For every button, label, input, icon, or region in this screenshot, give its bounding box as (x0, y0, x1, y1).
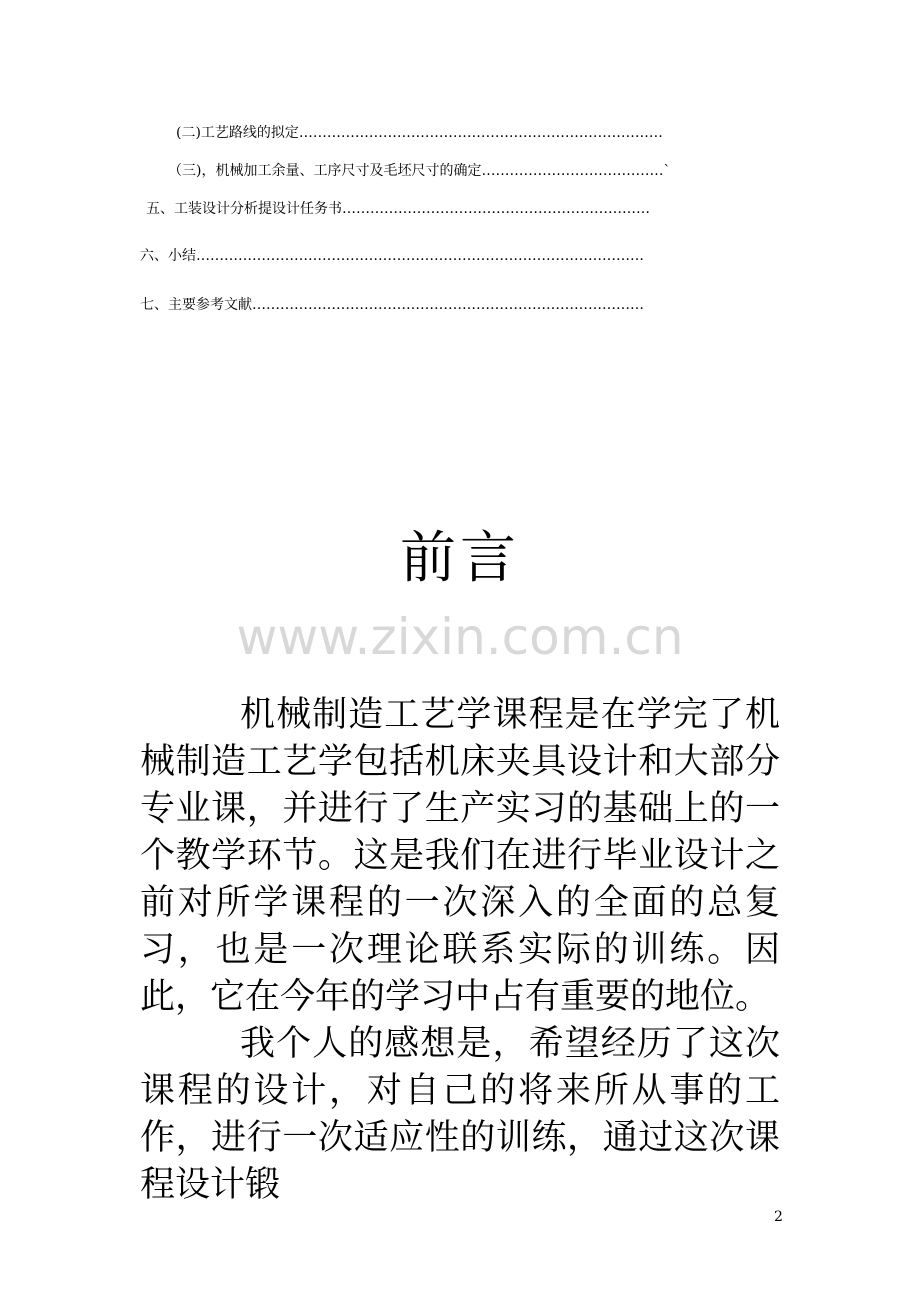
page-number: 2 (774, 1209, 783, 1225)
paragraph-2: 我个人的感想是，希望经历了这次课程的设计，对自己的将来所从事的工作，进行一次适应性的训练，通过这次课程设计锻 (140, 1024, 780, 1205)
toc-item-fixture-design: 五、工装设计分析提设计任务书………………………………………………………… (146, 201, 650, 217)
toc-item-references: 七、主要参考文献………………………………………………………………………… (140, 297, 644, 313)
toc-item-process-route: (二)工艺路线的拟定…………………………………………………………………… (176, 125, 663, 141)
paragraph-1: 机械制造工艺学课程是在学完了机械制造工艺学包括机床夹具设计和大部分专业课，并进行了生产实习的基础上的一个教学环节。这是我们在进行毕业设计之前对所学课程的一次深入的全面的总复习，也是一次理论联系实际的训练。因此，它在今年的学习中占有重要的地位。 (140, 695, 780, 1017)
body-text (140, 692, 780, 1209)
watermark: www.zixin.com.cn (236, 608, 684, 666)
toc-item-summary: 六、小结…………………………………………………………………………………… (140, 248, 644, 264)
toc-item-machining-allowance: （三)，机械加工余量、工序尺寸及毛坯尺寸的确定…………………………………` (168, 163, 671, 179)
section-heading: 前言 (400, 526, 520, 591)
